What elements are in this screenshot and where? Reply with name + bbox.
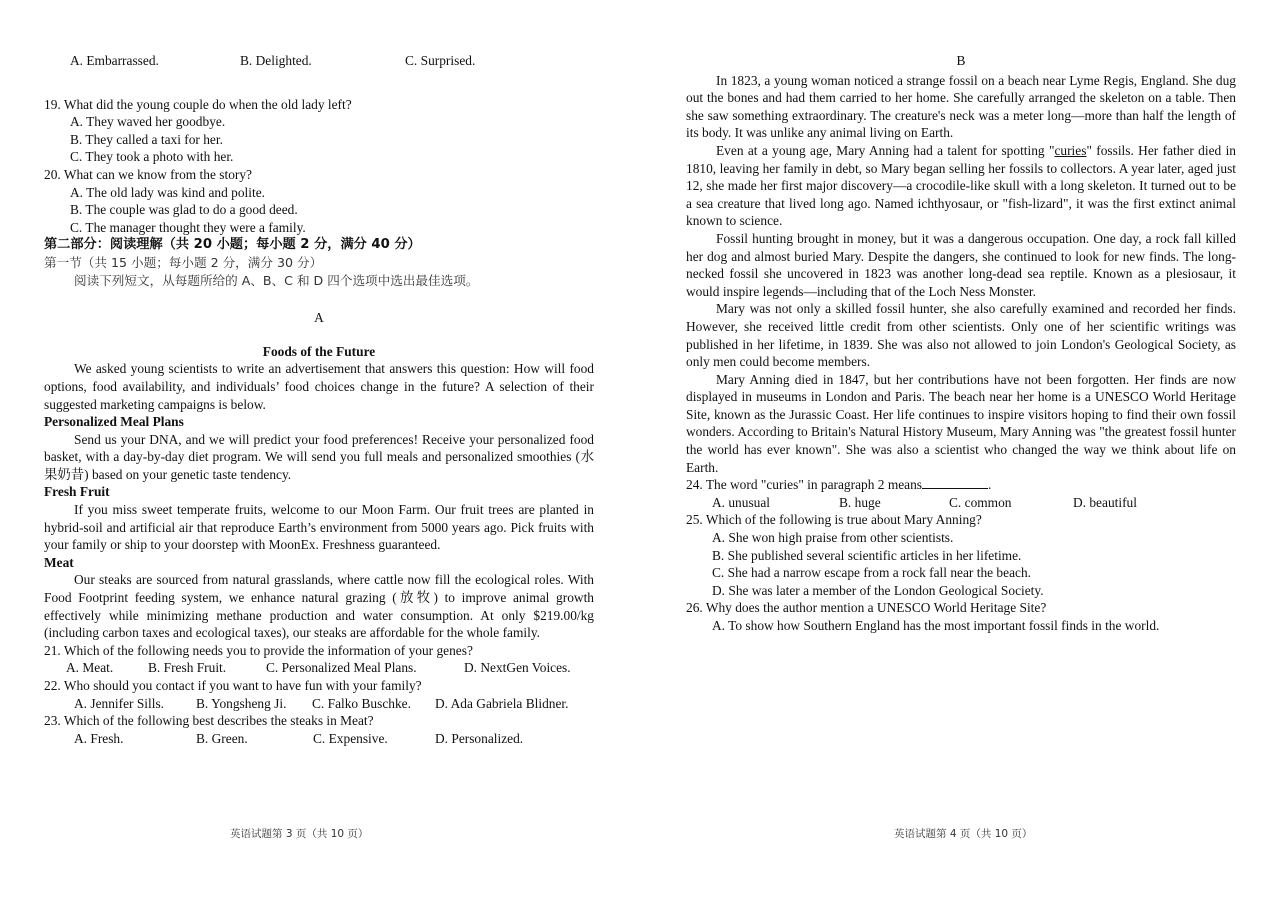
q21-options [44,659,594,677]
q20-option-c[interactable]: C. The manager thought they were a family. [70,219,306,235]
q22-options [44,695,594,713]
q24-answer-blank[interactable] [922,476,988,489]
q19-option-a[interactable]: A. They waved her goodbye. [70,114,226,130]
section-heading-meat: Meat [44,554,74,570]
q21-option-b[interactable]: B. Fresh Fruit. [148,660,227,676]
left-page-footer: 英语试题第 3 页（共 10 页） [230,828,369,840]
q22-option-a[interactable]: A. Jennifer Sills. [74,695,165,711]
q24-option-b[interactable]: B. huge [839,494,881,510]
q19-stem: 19. What did the young couple do when the old lady left? [44,96,352,112]
q18-option-b[interactable]: B. Delighted. [240,53,312,68]
q20-option-b[interactable]: B. The couple was glad to do a good deed. [70,202,298,218]
q25-option-d[interactable]: D. She was later a member of the London Geological Society. [712,582,1044,598]
q21-option-c[interactable]: C. Personalized Meal Plans. [266,660,417,676]
q26-option-a[interactable]: A. To show how Southern England has the most important fossil finds in the world. [712,618,1160,633]
q23-options [44,730,594,748]
passage-a-letter: A [314,310,324,326]
q20-stem: 20. What can we know from the story? [44,166,252,182]
q25-stem: 25. Which of the following is true about Mary Anning? [686,512,982,528]
underlined-word-curies: curies [1054,142,1087,158]
passage-b-paragraph-4: Mary was not only a skilled fossil hunter, she also carefully examined and recorded her finds. However, she received little credit from other scientists. Only one of her scientific writings was published in her lifetime, in 1839. She was also not allowed to join London's Geological Society, as only men could become members. [686,301,1236,370]
q18-options [44,52,594,70]
q20-option-a[interactable]: A. The old lady was kind and polite. [70,184,266,200]
section-body-meat: Our steaks are sourced from natural grasslands, where cattle now fill the ecological roles. With Food Footprint feeding system, we enhance natural grazing (放牧) to improve animal growth effectively while minimizing methane production and water consumption. At only $219.00/kg (including carbon taxes and ecological taxes), our steaks are affordable for the whole family. [44,572,594,641]
q24-stem: 24. The word "curies" in paragraph 2 means [686,477,923,493]
q18-option-c[interactable]: C. Surprised. [405,53,476,68]
reading-instruction: 阅读下列短文，从每题所给的 A、B、C 和 D 四个选项中选出最佳选项。 [74,272,479,288]
section1-note: 第一节（共 15 小题；每小题 2 分，满分 30 分） [44,254,323,270]
q24-option-d[interactable]: D. beautiful [1073,494,1137,510]
passage-b-paragraph-1: In 1823, a young woman noticed a strange fossil on a beach near Lyme Regis, England. She dug out the bones and had them carried to her home. She carefully arranged the skeleton on a table. Then she saw something extraordinary. The creature's neck was a meter long—more than half the length of its body. It was unlike any animal living on Earth. [686,72,1236,141]
q21-stem: 21. Which of the following needs you to provide the information of your genes? [44,642,473,658]
part2-heading: 第二部分：阅读理解（共 20 小题；每小题 2 分，满分 40 分） [44,237,421,253]
passage-b-paragraph-5: Mary Anning died in 1847, but her contributions have not been forgotten. Her finds are now displayed in museums in London and Paris. The beach near her home is a UNESCO World Heritage Site, known as the Jurassic Coast. Her life continues to inspire visitors hoping to find their own fossil wonders. According to Britain's Natural History Museum, Mary Anning was "the greatest fossil hunter the world has ever known". She was also a scientist who changed the way we think about life on Earth. [686,371,1236,475]
q24-stem-line [686,476,1236,494]
q23-option-d[interactable]: D. Personalized. [435,730,524,746]
q23-stem: 23. Which of the following best describes the steaks in Meat? [44,713,374,729]
q26-stem: 26. Why does the author mention a UNESCO World Heritage Site? [686,600,1047,616]
passage-b-paragraph-3: Fossil hunting brought in money, but it was a dangerous occupation. One day, a rock fall killed her dog and almost buried Mary. Despite the dangers, she continued to look for new finds. The long-necked fossil she uncovered in 1823 was another long-dead sea reptile. Known as a plesiosaur, it would inspire legends—including that of the Loch Ness Monster. [686,230,1236,299]
section-body-meal-plans: Send us your DNA, and we will predict your food preferences! Receive your personalized food basket, with a day-by-day diet program. We will send you full meals and personalized smoothies (水果奶昔) based on your genetic taste tendency. [44,431,594,482]
q22-option-d[interactable]: D. Ada Gabriela Blidner. [435,695,569,711]
q22-stem: 22. Who should you contact if you want to have fun with your family? [44,678,422,693]
left-page [44,52,594,747]
q19-option-c[interactable]: C. They took a photo with her. [70,149,234,165]
passage-a-intro: We asked young scientists to write an advertisement that answers this question: How will food options, food availability, and individuals’ food choices change in the future? A selection of their suggested marketing campaigns is below. [44,361,594,412]
q25-option-c[interactable]: C. She had a narrow escape from a rock fall near the beach. [712,565,1031,581]
q22-option-c[interactable]: C. Falko Buschke. [312,695,411,711]
q23-option-b[interactable]: B. Green. [196,730,248,746]
q19-option-b[interactable]: B. They called a taxi for her. [70,131,223,147]
q25-option-b[interactable]: B. She published several scientific articles in her lifetime. [712,547,1022,563]
passage-b-letter: B [956,53,966,68]
right-page [686,52,1236,635]
q23-option-a[interactable]: A. Fresh. [74,730,124,746]
q23-option-c[interactable]: C. Expensive. [313,730,388,746]
q22-option-b[interactable]: B. Yongsheng Ji. [196,695,287,711]
section-body-fresh-fruit: If you miss sweet temperate fruits, welcome to our Moon Farm. Our fruit trees are planted in hybrid-soil and artificial air that reproduce Earth’s environment from 5000 years ago. Pick fruits with your family or ship to your doorstep with MoonEx. Freshness guaranteed. [44,502,594,553]
passage-b-paragraph-2 [686,142,1236,230]
q24-option-a[interactable]: A. unusual [712,494,771,510]
para2-text-before: Even at a young age, Mary Anning had a talent for spotting " [716,142,1055,158]
q18-option-a[interactable]: A. Embarrassed. [70,53,159,68]
section-heading-fresh-fruit: Fresh Fruit [44,484,110,500]
section-heading-meal-plans: Personalized Meal Plans [44,414,184,430]
q25-option-a[interactable]: A. She won high praise from other scientists. [712,530,954,546]
q21-option-d[interactable]: D. NextGen Voices. [464,660,571,676]
q21-option-a[interactable]: A. Meat. [66,660,114,676]
q24-option-c[interactable]: C. common [949,494,1012,510]
q24-stem-end: . [988,477,992,493]
right-page-footer: 英语试题第 4 页（共 10 页） [894,828,1033,840]
passage-a-title: Foods of the Future [262,343,376,359]
para2-text-after: " fossils. Her father died in 1810, leaving her family in debt, so Mary began selling her fossils to collectors. A year later, aged just 12, she made her first major discovery—a crocodile-like skull with a long skeleton. It turned out to be a sea creature that lived long ago. Named ichthyosaur, or "fish-lizard", it was the first extinct animal known to science. [686,142,1237,229]
q24-options [686,494,1236,512]
